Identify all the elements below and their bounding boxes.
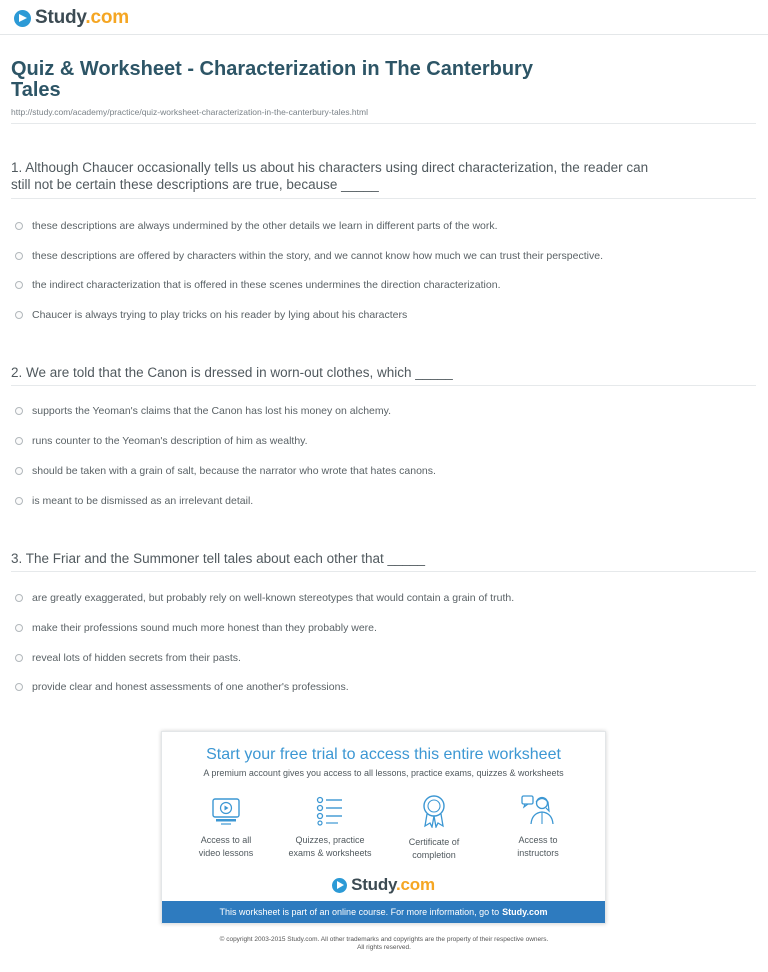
answer-option[interactable]: reveal lots of hidden secrets from their pasts. <box>15 652 241 664</box>
feature-label: exams & worksheets <box>288 848 372 858</box>
radio-icon[interactable] <box>15 311 23 319</box>
radio-icon[interactable] <box>15 222 23 230</box>
copyright-text: © copyright 2003-2015 Study.com. All other trademarks and copyrights are the property of their respective owners. <box>219 936 549 943</box>
feature-video-lessons <box>176 794 276 860</box>
promo-subtitle: A premium account gives you access to all lessons, practice exams, quizzes & worksheets <box>203 768 564 778</box>
answer-option[interactable]: these descriptions are offered by characters within the story, and we cannot know how much we can trust their perspective. <box>15 250 603 262</box>
instructor-icon <box>520 794 556 826</box>
question-2: 2. We are told that the Canon is dressed in worn-out clothes, which _____ <box>11 365 453 380</box>
radio-icon[interactable] <box>15 281 23 289</box>
answer-option[interactable]: provide clear and honest assessments of one another's professions. <box>15 681 349 693</box>
radio-icon[interactable] <box>15 497 23 505</box>
promo-bar-link[interactable]: Study.com <box>502 907 548 917</box>
header-divider <box>0 34 768 35</box>
question-divider <box>11 571 756 572</box>
play-logo-icon <box>14 10 31 27</box>
feature-label: Quizzes, practice <box>295 835 365 845</box>
feature-instructors <box>488 794 588 860</box>
promo-bar-text: This worksheet is part of an online course. For more information, go to <box>219 907 500 917</box>
video-lesson-icon <box>210 794 242 826</box>
radio-icon[interactable] <box>15 683 23 691</box>
top-bar <box>0 0 768 34</box>
study-logo[interactable] <box>14 7 129 29</box>
feature-label: Access to <box>518 835 558 845</box>
answer-option[interactable]: is meant to be dismissed as an irrelevant detail. <box>15 495 253 507</box>
certificate-icon <box>418 794 450 828</box>
rights-text: All rights reserved. <box>357 944 411 951</box>
play-logo-icon <box>332 878 347 893</box>
footer <box>0 936 768 952</box>
radio-icon[interactable] <box>15 624 23 632</box>
radio-icon[interactable] <box>15 654 23 662</box>
question-divider <box>11 198 756 199</box>
feature-label: Certificate of <box>408 837 460 847</box>
answer-option[interactable]: are greatly exaggerated, but probably rely on well-known stereotypes that would contain a grain of truth. <box>15 592 514 604</box>
logo-text: Study <box>35 7 86 28</box>
answer-option[interactable]: runs counter to the Yeoman's description of him as wealthy. <box>15 435 308 447</box>
feature-label: instructors <box>517 848 559 858</box>
question-1: 1. Although Chaucer occasionally tells us about his characters using direct characterization, the reader can still not be certain these descriptions are true, because _____ <box>11 160 649 192</box>
logo-text: Study <box>351 875 397 894</box>
promo-study-logo[interactable] <box>162 875 605 895</box>
promo-info-bar <box>162 901 605 923</box>
feature-quizzes <box>280 794 380 860</box>
answer-option[interactable]: make their professions sound much more honest than they probably were. <box>15 622 377 634</box>
page-url: http://study.com/academy/practice/quiz-worksheet-characterization-in-the-canterbury-tales.html <box>11 107 368 117</box>
feature-certificate <box>384 794 484 862</box>
page-title: Quiz & Worksheet - Characterization in The Canterbury Tales <box>11 58 533 101</box>
question-3: 3. The Friar and the Summoner tell tales about each other that _____ <box>11 551 426 566</box>
logo-suffix: .com <box>396 875 435 894</box>
answer-option[interactable]: Chaucer is always trying to play tricks on his reader by lying about his characters <box>15 309 407 321</box>
feature-label: video lessons <box>198 848 254 858</box>
radio-icon[interactable] <box>15 437 23 445</box>
logo-suffix: .com <box>85 7 129 28</box>
question-divider <box>11 385 756 386</box>
radio-icon[interactable] <box>15 252 23 260</box>
feature-label: Access to all <box>200 835 252 845</box>
answer-option[interactable]: supports the Yeoman's claims that the Canon has lost his money on alchemy. <box>15 405 391 417</box>
answer-option[interactable]: these descriptions are always undermined by the other details we learn in different parts of the work. <box>15 220 498 232</box>
radio-icon[interactable] <box>15 594 23 602</box>
quiz-list-icon <box>314 794 346 826</box>
radio-icon[interactable] <box>15 407 23 415</box>
answer-option[interactable]: should be taken with a grain of salt, because the narrator who wrote that hates canons. <box>15 465 436 477</box>
section-divider <box>11 123 756 124</box>
radio-icon[interactable] <box>15 467 23 475</box>
answer-option[interactable]: the indirect characterization that is offered in these scenes undermines the direction characterization. <box>15 279 500 291</box>
promo-title[interactable]: Start your free trial to access this entire worksheet <box>206 746 561 763</box>
free-trial-promo[interactable] <box>161 731 606 924</box>
feature-label: completion <box>412 850 456 860</box>
